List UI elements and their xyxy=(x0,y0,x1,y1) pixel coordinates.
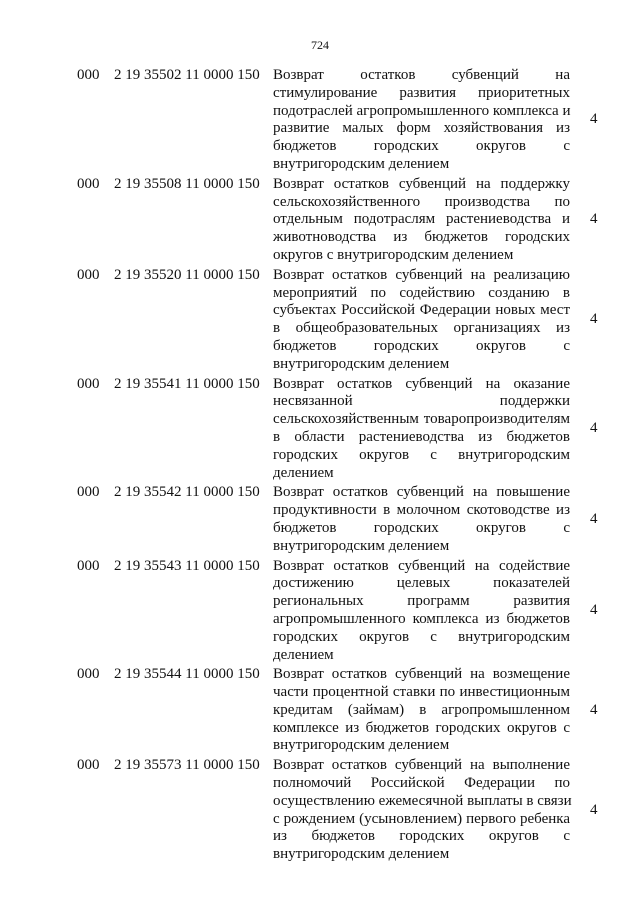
description-line: в общеобразовательных организациях из xyxy=(273,320,570,337)
description-line: Возврат остатков субвенций на содействие xyxy=(273,557,570,574)
norm-value: 4 xyxy=(590,311,598,328)
table-row xyxy=(0,176,640,265)
admin-code: 000 xyxy=(77,757,100,774)
description-line: комплексе из бюджетов городских округов с xyxy=(273,719,570,736)
description-line: делением xyxy=(273,646,334,663)
norm-value: 4 xyxy=(590,801,598,818)
row-description xyxy=(273,267,570,374)
description-line: кредитам (займам) в агропромышленном xyxy=(273,701,570,718)
norm-value: 4 xyxy=(590,211,598,228)
admin-code: 000 xyxy=(77,557,100,574)
description-line: бюджетов городских округов с xyxy=(273,138,570,155)
budget-classification-code: 2 19 35573 11 0000 150 xyxy=(114,757,260,774)
description-line: животноводства из бюджетов городских xyxy=(273,229,570,246)
description-line: внутригородским делением xyxy=(273,737,450,754)
description-line: региональных программ развития xyxy=(273,593,570,610)
table-row xyxy=(0,558,640,665)
admin-code: 000 xyxy=(77,175,100,192)
description-line: части процентной ставки по инвестиционным xyxy=(273,684,570,701)
description-line: осуществлению ежемесячной выплаты в связи xyxy=(273,792,572,809)
budget-classification-code: 2 19 35520 11 0000 150 xyxy=(114,266,260,283)
description-line: в области растениеводства из бюджетов xyxy=(273,428,570,445)
description-line: достижению целевых показателей xyxy=(273,575,570,592)
budget-classification-code: 2 19 35541 11 0000 150 xyxy=(114,375,260,392)
admin-code: 000 xyxy=(77,484,100,501)
row-description xyxy=(273,67,570,174)
description-line: городских округов с внутригородским xyxy=(273,446,570,463)
row-description xyxy=(273,176,570,265)
description-line: внутригородским делением xyxy=(273,355,450,372)
description-line: из бюджетов городских округов с xyxy=(273,828,570,845)
description-line: внутригородским делением xyxy=(273,846,450,863)
admin-code: 000 xyxy=(77,375,100,392)
description-line: агропромышленного комплекса из бюджетов xyxy=(273,610,570,627)
description-line: Возврат остатков субвенций на возмещение xyxy=(273,666,570,683)
admin-code: 000 xyxy=(77,266,100,283)
row-description xyxy=(273,558,570,665)
table-row xyxy=(0,666,640,755)
budget-classification-code: 2 19 35542 11 0000 150 xyxy=(114,484,260,501)
description-line: округов с внутригородским делением xyxy=(273,246,514,263)
budget-classification-code: 2 19 35543 11 0000 150 xyxy=(114,557,260,574)
description-line: несвязанной поддержки xyxy=(273,393,570,410)
table-row xyxy=(0,757,640,864)
row-description xyxy=(273,666,570,755)
description-line: бюджетов городских округов с xyxy=(273,337,570,354)
description-line: полномочий Российской Федерации по xyxy=(273,775,570,792)
description-line: с рождением (усыновлением) первого ребенка xyxy=(273,810,570,827)
description-line: Возврат остатков субвенций на оказание xyxy=(273,375,570,392)
description-line: стимулирование развития приоритетных xyxy=(273,84,570,101)
description-line: Возврат остатков субвенций на xyxy=(273,67,570,83)
description-line: внутригородским делением xyxy=(273,537,450,554)
row-description xyxy=(273,484,570,555)
norm-value: 4 xyxy=(590,701,598,718)
norm-value: 4 xyxy=(590,602,598,619)
description-line: Возврат остатков субвенций на повышение xyxy=(273,484,570,501)
budget-code-table xyxy=(0,67,640,866)
description-line: делением xyxy=(273,464,334,481)
table-row xyxy=(0,484,640,555)
description-line: Возврат остатков субвенций на реализацию xyxy=(273,266,570,283)
budget-classification-code: 2 19 35502 11 0000 150 xyxy=(114,67,260,83)
admin-code: 000 xyxy=(77,67,100,83)
description-line: Возврат остатков субвенций на поддержку xyxy=(273,175,570,192)
description-line: сельскохозяйственного производства по xyxy=(273,193,570,210)
row-description xyxy=(273,757,570,864)
budget-classification-code: 2 19 35508 11 0000 150 xyxy=(114,175,260,192)
description-line: Возврат остатков субвенций на выполнение xyxy=(273,757,570,774)
description-line: субъектах Российской Федерации новых мест xyxy=(273,302,570,319)
page-number: 724 xyxy=(311,38,329,52)
norm-value: 4 xyxy=(590,420,598,437)
description-line: подотраслей агропромышленного комплекса и xyxy=(273,102,571,119)
description-line: городских округов с внутригородским xyxy=(273,628,570,645)
table-row xyxy=(0,67,640,174)
description-line: мероприятий по содействию созданию в xyxy=(273,284,570,301)
table-row xyxy=(0,267,640,374)
norm-value: 4 xyxy=(590,111,598,128)
description-line: внутригородским делением xyxy=(273,155,450,172)
norm-value: 4 xyxy=(590,511,598,528)
table-row xyxy=(0,376,640,483)
admin-code: 000 xyxy=(77,666,100,683)
description-line: продуктивности в молочном скотоводстве из xyxy=(273,502,570,519)
description-line: развитие малых форм хозяйствования из xyxy=(273,120,570,137)
budget-classification-code: 2 19 35544 11 0000 150 xyxy=(114,666,260,683)
description-line: бюджетов городских округов с xyxy=(273,519,570,536)
row-description xyxy=(273,376,570,483)
description-line: отдельным подотраслям растениеводства и xyxy=(273,211,570,228)
description-line: сельскохозяйственным товаропроизводителям xyxy=(273,411,570,428)
